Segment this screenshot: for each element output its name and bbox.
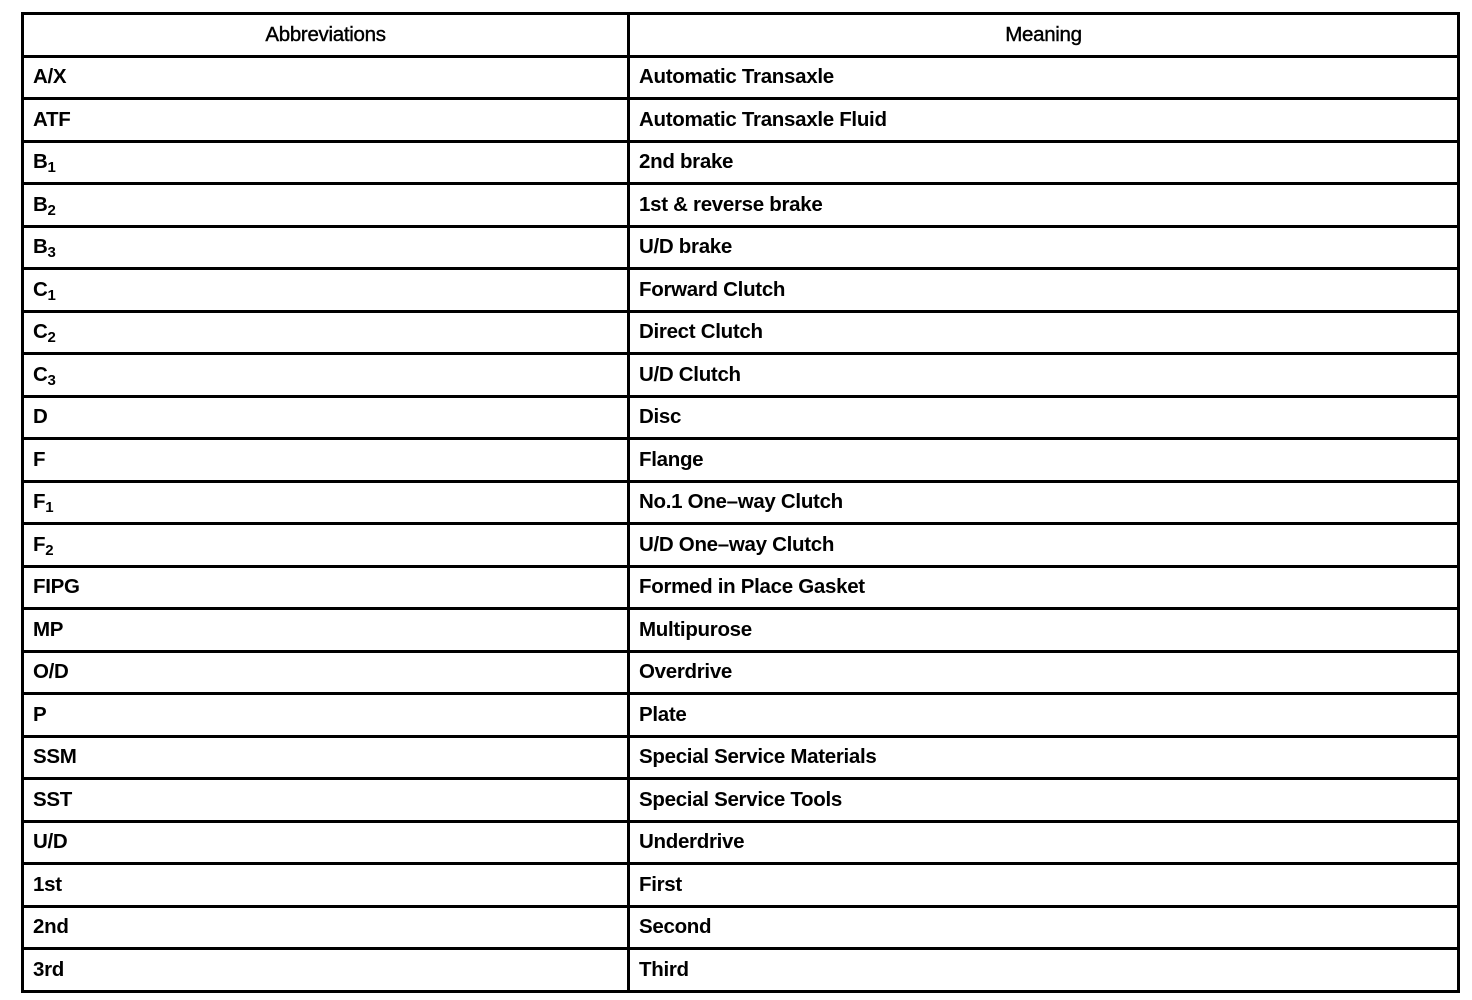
- abbreviation-cell: [23, 821, 629, 864]
- abbreviation-cell: [23, 566, 629, 609]
- abbreviation-text: SSM: [33, 745, 77, 769]
- table-row: [23, 269, 1459, 312]
- meaning-cell: Plate: [629, 694, 1459, 737]
- meaning-cell: No.1 One–way Clutch: [629, 481, 1459, 524]
- table-row: [23, 821, 1459, 864]
- abbreviation-text: C: [33, 277, 48, 301]
- meaning-cell: Formed in Place Gasket: [629, 566, 1459, 609]
- abbreviation-text: 2nd: [33, 915, 69, 939]
- abbreviation-text: 3rd: [33, 957, 65, 981]
- meaning-cell: Direct Clutch: [629, 311, 1459, 354]
- abbreviation-subscript: 1: [45, 499, 54, 517]
- abbreviation-text: 1st: [33, 872, 62, 896]
- table-row: [23, 184, 1459, 227]
- abbreviation-subscript: 1: [47, 159, 56, 177]
- meaning-cell: U/D Clutch: [629, 354, 1459, 397]
- abbreviation-text: D: [33, 405, 48, 429]
- abbreviation-cell: [23, 439, 629, 482]
- table-row: [23, 481, 1459, 524]
- meaning-cell: U/D One–way Clutch: [629, 524, 1459, 567]
- abbreviation-cell: [23, 99, 629, 142]
- table-row: [23, 226, 1459, 269]
- table-header-row: [23, 14, 1459, 57]
- abbreviation-subscript: 3: [47, 371, 56, 389]
- meaning-cell: 2nd brake: [629, 141, 1459, 184]
- table-row: [23, 736, 1459, 779]
- table-row: [23, 949, 1459, 992]
- table-row: [23, 141, 1459, 184]
- abbreviation-cell: [23, 651, 629, 694]
- abbreviation-cell: [23, 609, 629, 652]
- abbreviation-cell: [23, 354, 629, 397]
- abbreviation-cell: [23, 269, 629, 312]
- meaning-cell: Automatic Transaxle Fluid: [629, 99, 1459, 142]
- meaning-cell: Multipurose: [629, 609, 1459, 652]
- table-row: [23, 56, 1459, 99]
- meaning-cell: First: [629, 864, 1459, 907]
- abbreviation-text: U/D: [33, 830, 68, 854]
- meaning-cell: Overdrive: [629, 651, 1459, 694]
- abbreviation-text: B: [33, 235, 48, 259]
- meaning-cell: 1st & reverse brake: [629, 184, 1459, 227]
- abbreviation-cell: [23, 481, 629, 524]
- abbreviation-cell: [23, 694, 629, 737]
- table-row: [23, 311, 1459, 354]
- abbreviation-text: MP: [33, 617, 64, 641]
- meaning-cell: Forward Clutch: [629, 269, 1459, 312]
- table-row: [23, 779, 1459, 822]
- abbreviation-subscript: 3: [47, 244, 56, 262]
- table-row: [23, 439, 1459, 482]
- abbreviations-column-header: Abbreviations: [23, 14, 629, 57]
- abbreviation-cell: [23, 736, 629, 779]
- abbreviation-cell: [23, 311, 629, 354]
- meaning-column-header: Meaning: [629, 14, 1459, 57]
- meaning-cell: Automatic Transaxle: [629, 56, 1459, 99]
- abbreviations-table: [21, 12, 1460, 993]
- abbreviation-cell: [23, 949, 629, 992]
- meaning-cell: Third: [629, 949, 1459, 992]
- table-row: [23, 99, 1459, 142]
- abbreviation-cell: [23, 141, 629, 184]
- abbreviation-cell: [23, 864, 629, 907]
- table-row: [23, 651, 1459, 694]
- table-row: [23, 396, 1459, 439]
- abbreviation-text: B: [33, 150, 48, 174]
- abbreviation-text: A/X: [33, 65, 67, 89]
- abbreviation-cell: [23, 779, 629, 822]
- table-row: [23, 566, 1459, 609]
- abbreviation-text: O/D: [33, 660, 69, 684]
- meaning-cell: Special Service Materials: [629, 736, 1459, 779]
- abbreviation-text: P: [33, 702, 47, 726]
- abbreviation-subscript: 1: [47, 286, 56, 304]
- abbreviation-cell: [23, 56, 629, 99]
- abbreviation-text: C: [33, 320, 48, 344]
- abbreviation-cell: [23, 184, 629, 227]
- meaning-cell: Special Service Tools: [629, 779, 1459, 822]
- meaning-cell: Underdrive: [629, 821, 1459, 864]
- meaning-cell: Flange: [629, 439, 1459, 482]
- abbreviation-text: FIPG: [33, 575, 80, 599]
- abbreviation-cell: [23, 226, 629, 269]
- abbreviation-subscript: 2: [47, 201, 56, 219]
- table-row: [23, 864, 1459, 907]
- abbreviation-text: F: [33, 490, 46, 514]
- abbreviation-text: SST: [33, 787, 72, 811]
- abbreviation-text: C: [33, 362, 48, 386]
- abbreviation-subscript: 2: [47, 329, 56, 347]
- meaning-cell: Disc: [629, 396, 1459, 439]
- table-row: [23, 354, 1459, 397]
- table-row: [23, 524, 1459, 567]
- abbreviation-cell: [23, 906, 629, 949]
- table-row: [23, 906, 1459, 949]
- abbreviation-text: ATF: [33, 107, 71, 131]
- abbreviation-text: F: [33, 532, 46, 556]
- meaning-cell: Second: [629, 906, 1459, 949]
- table-row: [23, 609, 1459, 652]
- table-body: [23, 56, 1459, 991]
- abbreviation-cell: [23, 524, 629, 567]
- abbreviation-text: B: [33, 192, 48, 216]
- table-row: [23, 694, 1459, 737]
- abbreviation-subscript: 2: [45, 541, 54, 559]
- abbreviation-text: F: [33, 447, 46, 471]
- abbreviation-cell: [23, 396, 629, 439]
- meaning-cell: U/D brake: [629, 226, 1459, 269]
